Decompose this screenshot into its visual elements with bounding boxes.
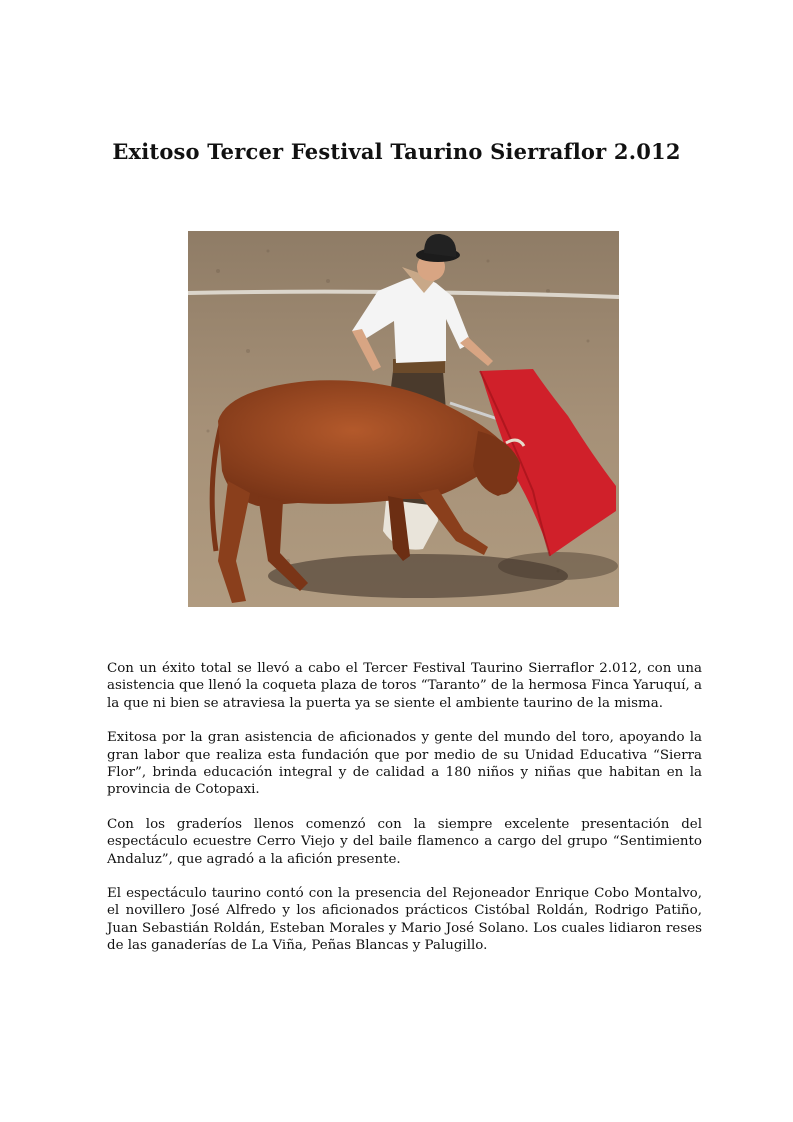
paragraph: Con los graderíos llenos comenzó con la siempre excelente presentación del espectáculo ecuestre Cerro Viejo y del baile flamenco a cargo del grupo “Sentimiento Andaluz”, que agradó a la afición presente. [107, 816, 702, 867]
document-title: Exitoso Tercer Festival Taurino Sierraflor 2.012 [112, 139, 681, 164]
article-body [107, 660, 702, 972]
paragraph: El espectáculo taurino contó con la presencia del Rejoneador Enrique Cobo Montalvo, el novillero José Alfredo y los aficionados prácticos Cistóbal Roldán, Rodrigo Patiño, Juan Sebastián Roldán, Esteban Morales y Mario José Solano. Los cuales lidiaron reses de las ganaderías de La Viña, Peñas Blancas y Palugillo. [107, 886, 702, 954]
paragraph: Exitosa por la gran asistencia de aficionados y gente del mundo del toro, apoyando la gran labor que realiza esta fundación que por medio de su Unidad Educativa “Sierra Flor”, brinda educación integral y de calidad a 180 niños y niñas que habitan en la provincia de Cotopaxi. [107, 730, 702, 798]
paragraph: Con un éxito total se llevó a cabo el Tercer Festival Taurino Sierraflor 2.012, con una asistencia que llenó la coqueta plaza de toros “Taranto” de la hermosa Finca Yaruquí, a la que ni bien se atraviesa la puerta ya se siente el ambiente taurino de la misma. [107, 661, 702, 711]
bullfight-photo [188, 231, 619, 607]
